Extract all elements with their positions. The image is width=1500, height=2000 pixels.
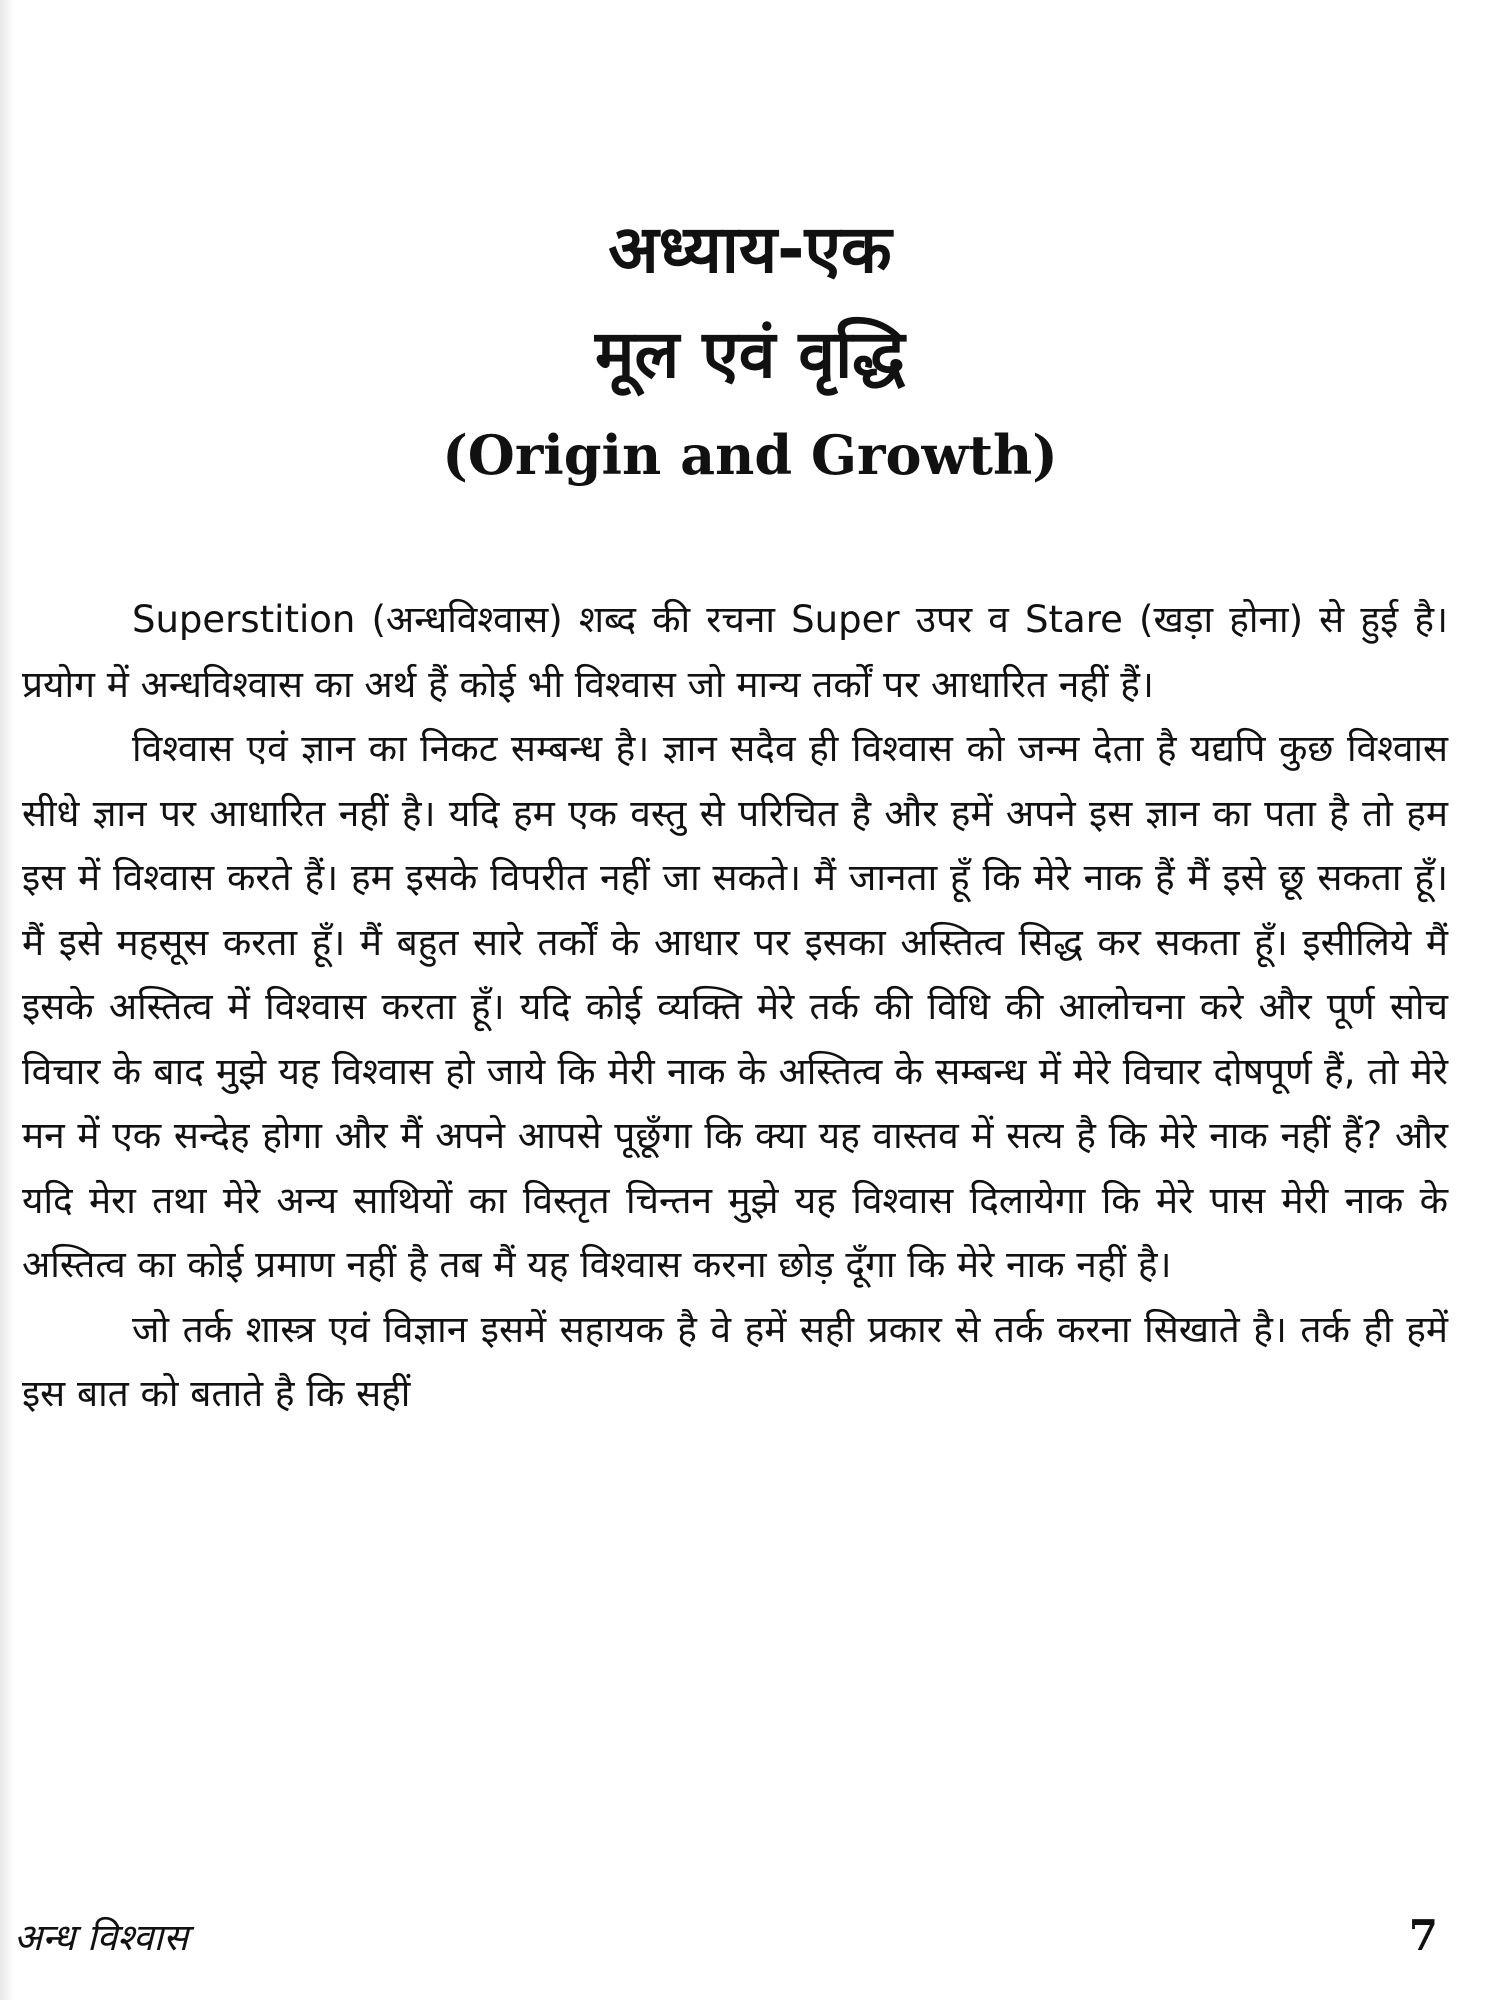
chapter-subtitle: (Origin and Growth): [442, 423, 1058, 487]
paragraph-2: विश्वास एवं ज्ञान का निकट सम्बन्ध है। ज्ञान सदैव ही विश्वास को जन्म देता है यद्यपि कुछ विश्वास सीधे ज्ञान पर आधारित नहीं है। यदि हम एक वस्तु से परिचित है और हमें अपने इस ज्ञान का पता है तो हम इस में विश्वास करते हैं। हम इसके विपरीत नहीं जा सकते। मैं जानता हूँ कि मेरे नाक हैं मैं इसे छू सकता हूँ। मैं इसे महसूस करता हूँ। मैं बहुत सारे तर्कों के आधार पर इसका अस्तित्व सिद्ध कर सकता हूँ। इसीलिये मैं इसके अस्तित्व में विश्वास करता हूँ। यदि कोई व्यक्ति मेरे तर्क की विधि की आलोचना करे और पूर्ण सोच विचार के बाद मुझे यह विश्वास हो जाये कि मेरी नाक के अस्तित्व के सम्बन्ध में मेरे विचार दोषपूर्ण हैं, तो मेरे मन में एक सन्देह होगा और मैं अपने आपसे पूछूँगा कि क्या यह वास्तव में सत्य है कि मेरे नाक नहीं हैं? और यदि मेरा तथा मेरे अन्य साथियों का विस्तृत चिन्तन मुझे यह विश्वास दिलायेगा कि मेरे पास मेरी नाक के अस्तित्व का कोई प्रमाण नहीं है तब मैं यह विश्वास करना छोड़ दूँगा कि मेरे नाक नहीं है।: [22, 727, 1448, 1286]
page-footer: [14, 1905, 1438, 1965]
paragraph-1: Superstition (अन्धविश्वास) शब्द की रचना Super उपर व Stare (खड़ा होना) से हुई है। प्रयोग में अन्धविश्वास का अर्थ हैं कोई भी विश्वास जो मान्य तर्कों पर आधारित नहीं हैं।: [22, 598, 1448, 706]
body-text: [22, 588, 1448, 1427]
chapter-title: मूल एवं वृद्धि: [595, 316, 905, 393]
chapter-number: अध्याय-एक: [608, 211, 892, 288]
page-number: 7: [1408, 1910, 1438, 1960]
running-footer-title: अन्ध विश्वास: [14, 1915, 189, 1959]
paragraph-3: जो तर्क शास्त्र एवं विज्ञान इसमें सहायक है वे हमें सही प्रकार से तर्क करना सिखाते है। तर्क ही हमें इस बात को बताते है कि सहीं: [22, 1307, 1448, 1415]
chapter-heading: [0, 200, 1500, 500]
